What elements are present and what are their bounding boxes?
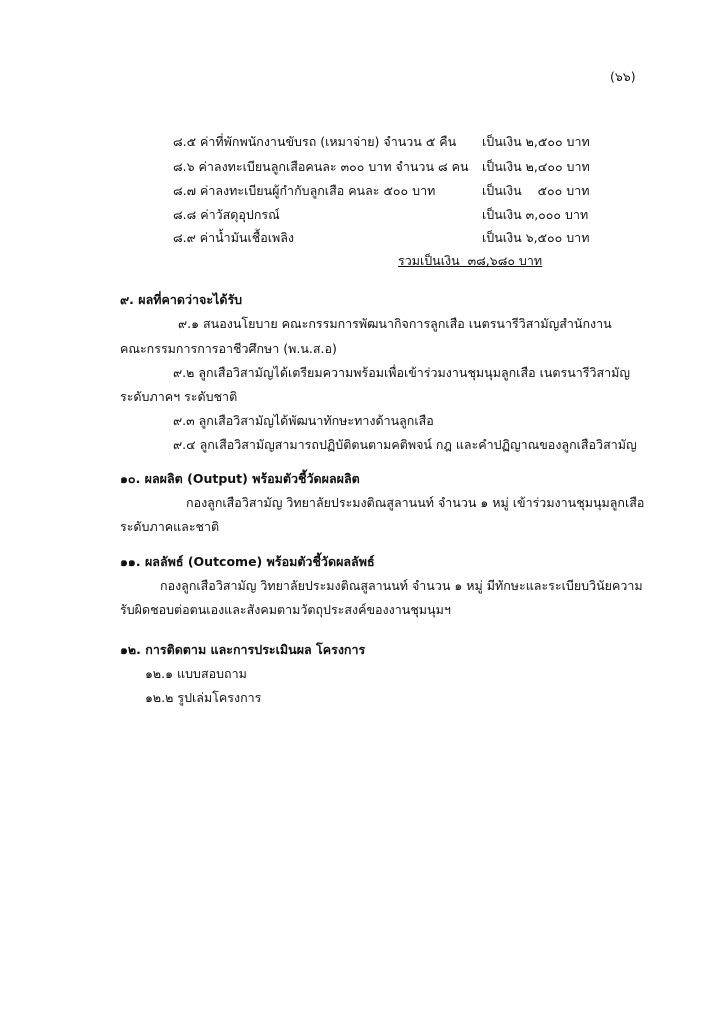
section-9-line: ๙.๑ สนองนโยบาย คณะกรรมการพัฒนากิจการลูกเสือ เนตรนารีวิสามัญสำนักงาน <box>178 316 612 331</box>
cost-item-amount: เป็นเงิน ๓,๐๐๐ บาท <box>482 207 589 222</box>
cost-item-desc: ๘.๕ ค่าที่พักพนักงานขับรถ (เหมาจ่าย) จำนวน ๕ คืน <box>173 134 457 149</box>
section-10-heading: ๑๐. ผลผลิต (Output) พร้อมตัวชี้วัดผลผลิต <box>120 471 360 486</box>
section-9-line: ๙.๒ ลูกเสือวิสามัญได้เตรียมความพร้อมเพื่อเข้าร่วมงานชุมนุมลูกเสือ เนตรนารีวิสามัญ <box>173 365 631 380</box>
page-number: (๖๖) <box>610 69 636 84</box>
cost-item-amount: เป็นเงิน ๕๐๐ บาท <box>482 183 590 198</box>
section-9-line: คณะกรรมการการอาชีวศึกษา (พ.น.ส.อ) <box>120 341 337 356</box>
cost-item-desc: ๘.๘ ค่าวัสดุอุปกรณ์ <box>173 207 280 222</box>
section-10-line: ระดับภาคและชาติ <box>120 519 220 534</box>
section-12-heading: ๑๒. การติดตาม และการประเมินผล โครงการ <box>120 642 366 657</box>
section-9-heading: ๙. ผลที่คาดว่าจะได้รับ <box>120 292 243 307</box>
section-9-line: ระดับภาคฯ ระดับชาติ <box>120 389 238 404</box>
section-12-line: ๑๒.๑ แบบสอบถาม <box>145 666 247 681</box>
section-11-heading: ๑๑. ผลลัพธ์ (Outcome) พร้อมตัวชี้วัดผลลัพธ์ <box>120 554 375 569</box>
section-9-line: ๙.๔ ลูกเสือวิสามัญสามารถปฏิบัติตนตามคติพจน์ กฎ และคำปฏิญาณของลูกเสือวิสามัญ <box>173 437 637 452</box>
cost-total: รวมเป็นเงิน ๓๘,๖๘๐ บาท <box>398 253 543 268</box>
section-9-line: ๙.๓ ลูกเสือวิสามัญได้พัฒนาทักษะทางด้านลูกเสือ <box>173 413 434 428</box>
cost-item-desc: ๘.๙ ค่าน้ำมันเชื้อเพลิง <box>173 230 295 245</box>
cost-item-amount: เป็นเงิน ๒,๔๐๐ บาท <box>482 159 590 174</box>
cost-item-amount: เป็นเงิน ๒,๕๐๐ บาท <box>482 134 590 149</box>
cost-item-desc: ๘.๗ ค่าลงทะเบียนผู้กำกับลูกเสือ คนละ ๕๐๐ บาท <box>173 183 436 198</box>
section-12-line: ๑๒.๒ รูปเล่มโครงการ <box>145 690 262 705</box>
section-11-line: รับผิดชอบต่อตนเองและสังคมตามวัตถุประสงค์ของงานชุมนุมฯ <box>120 602 451 617</box>
cost-item-amount: เป็นเงิน ๖,๕๐๐ บาท <box>482 230 590 245</box>
section-11-line: กองลูกเสือวิสามัญ วิทยาลัยประมงติณสูลานนท์ จำนวน ๑ หมู่ มีทักษะและระเบียบวินัยความ <box>160 578 643 593</box>
section-10-line: กองลูกเสือวิสามัญ วิทยาลัยประมงติณสูลานนท์ จำนวน ๑ หมู่ เข้าร่วมงานชุมนุมลูกเสือ <box>186 495 645 510</box>
cost-item-desc: ๘.๖ ค่าลงทะเบียนลูกเสือคนละ ๓๐๐ บาท จำนวน ๘ คน <box>173 159 469 174</box>
